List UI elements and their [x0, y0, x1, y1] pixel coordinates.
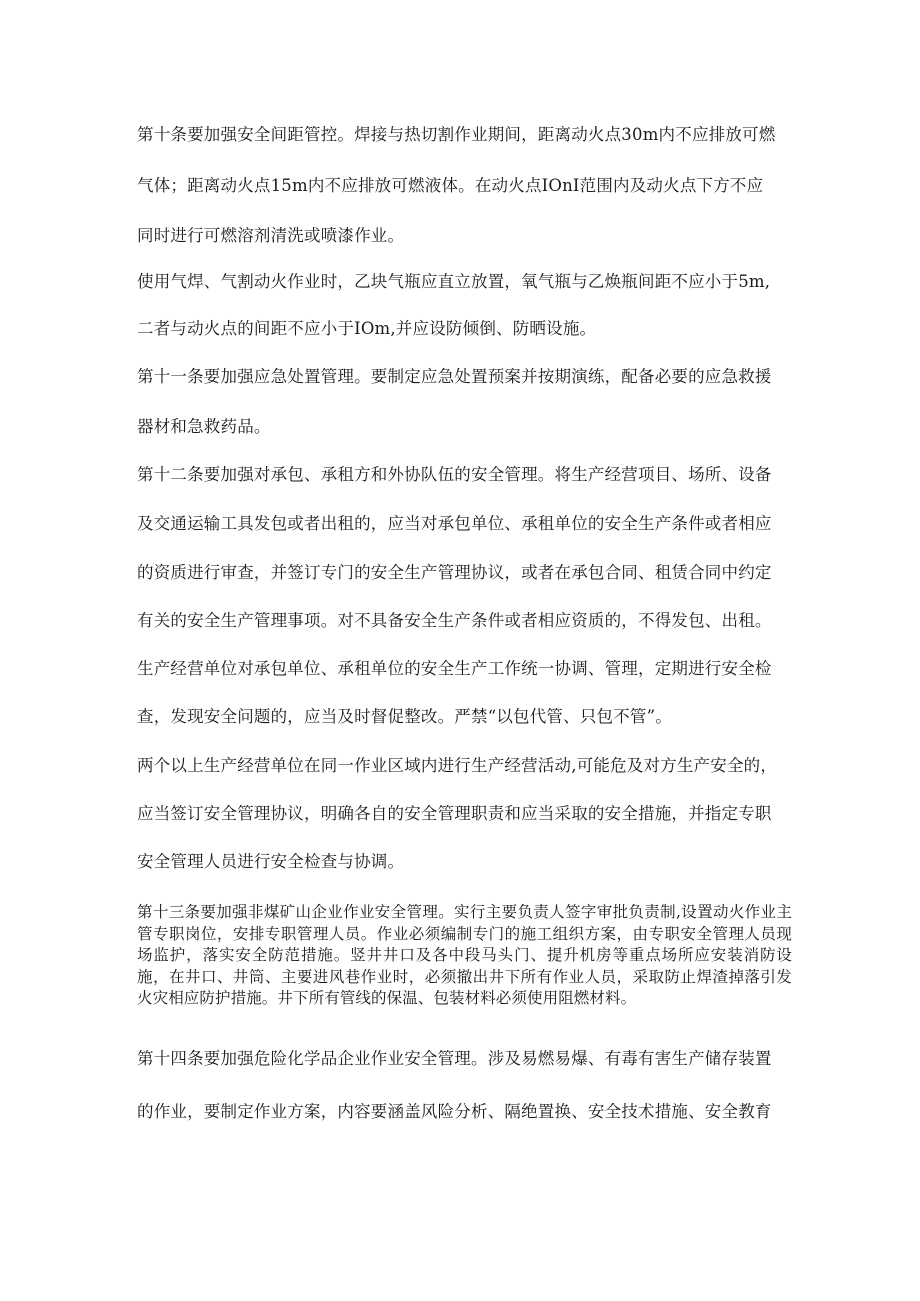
text-line: 的资质进行审查，并签订专门的安全生产管理协议，或者在承包合同、租赁合同中约定: [137, 563, 772, 582]
text-line: 应当签订安全管理协议，明确各自的安全管理职责和应当采取的安全措施，并指定专职: [137, 804, 772, 823]
text-line: 有关的安全生产管理事项。对不具备安全生产条件或者相应资质的，不得发包、出租。: [137, 611, 772, 630]
text-line: 使用气焊、气割动火作业时，乙块气瓶应直立放置，氧气瓶与乙焕瓶间距不应小于5m,: [137, 272, 771, 291]
text-line: 气体；距离动火点15m内不应排放可燃液体。在动火点IOnI范围内及动火点下方不应: [137, 176, 764, 195]
text-line: 器材和急救药品。: [137, 417, 271, 436]
text-line: 第十二条要加强对承包、承租方和外协队伍的安全管理。将生产经营项目、场所、设备: [137, 465, 772, 484]
text-line: 的作业，要制定作业方案，内容要涵盖风险分析、隔绝置换、安全技术措施、安全教育: [137, 1102, 772, 1121]
text-line: 同时进行可燃溶剂清洗或喷漆作业。: [137, 226, 405, 245]
text-line: 两个以上生产经营单位在同一作业区域内进行生产经营活动,可能危及对方生产安全的，: [137, 756, 778, 775]
dense-paragraph: 第十三条要加强非煤矿山企业作业安全管理。实行主要负责人签字审批负责制,设置动火作业主管专职岗位，安排专职管理人员。作业必须编制专门的施工组织方案，由专职安全管理人员现场监护，落实安全防范措施。竖井井口及各中段马头门、提升机房等重点场所应安装消防设施，在井口、井筒、主要进风巷作业时，必须撤出井下所有作业人员，采取防止焊渣掉落引发火灾相应防护措施。井下所有管线的保温、包装材料必须使用阻燃材料。: [137, 903, 792, 1007]
text-line: 第十四条要加强危险化学品企业作业安全管理。涉及易燃易爆、有毒有害生产储存装置: [137, 1049, 772, 1068]
text-line: 安全管理人员进行安全检查与协调。: [137, 852, 405, 871]
text-line: 第十条要加强安全间距管控。焊接与热切割作业期间，距离动火点30m内不应排放可燃: [137, 125, 776, 144]
text-line: 查，发现安全问题的，应当及时督促整改。严禁“以包代管、只包不管”。: [137, 707, 672, 726]
text-line: 生产经营单位对承包单位、承租单位的安全生产工作统一协调、管理，定期进行安全检: [137, 659, 772, 678]
text-line: 二者与动火点的间距不应小于IOm,并应设防倾倒、防晒设施。: [137, 319, 597, 338]
text-line: 及交通运输工具发包或者出租的，应当对承包单位、承租单位的安全生产条件或者相应: [137, 514, 772, 533]
text-line: 第十一条要加强应急处置管理。要制定应急处置预案并按期演练，配备必要的应急救援: [137, 367, 772, 386]
